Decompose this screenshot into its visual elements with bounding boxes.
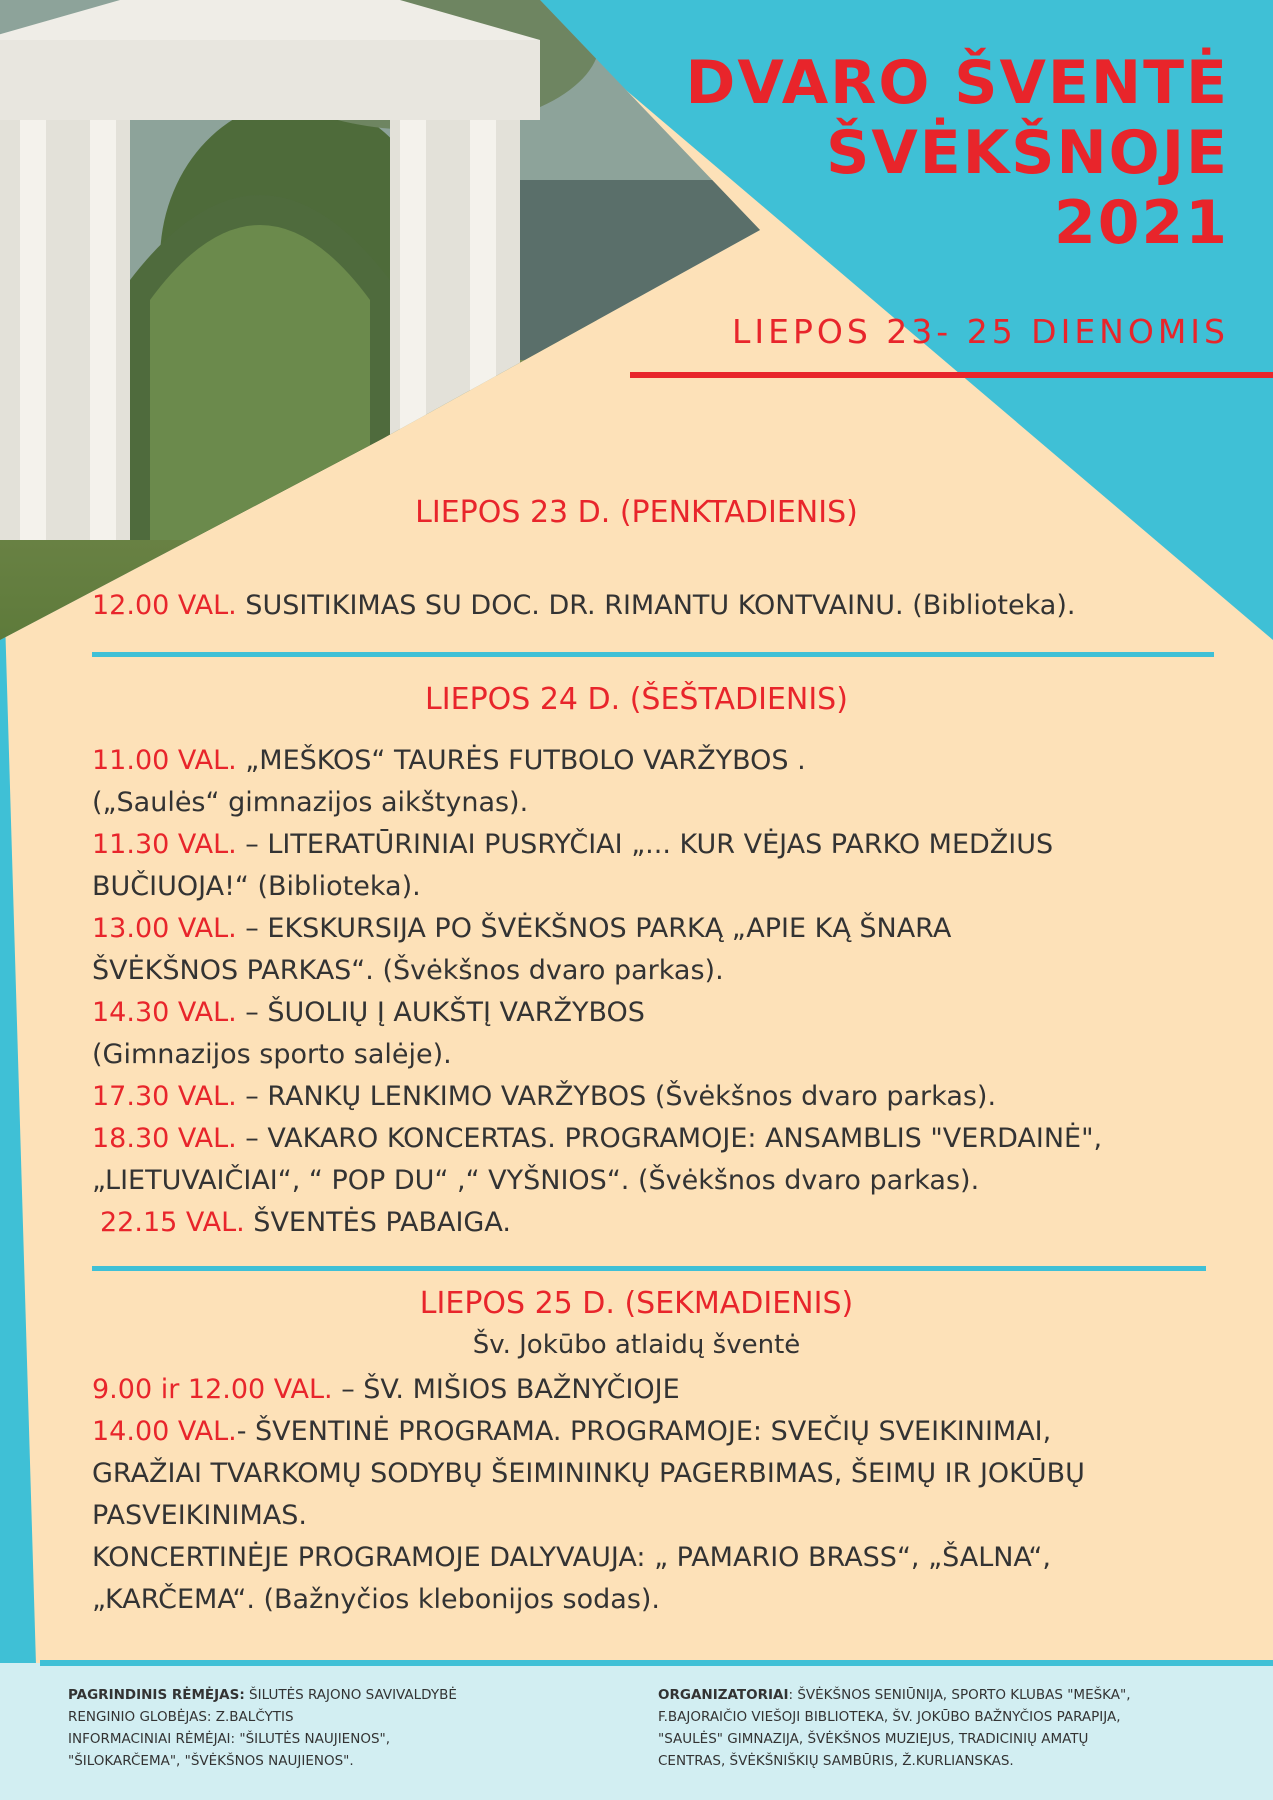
title-line-1: DVARO ŠVENTĖ	[685, 48, 1229, 118]
time-label: 22.15 VAL.	[100, 1207, 245, 1238]
footer-left-line-3: INFORMACINIAI RĖMĖJAI: "ŠILUTĖS NAUJIENOS",	[68, 1731, 391, 1747]
footer-right-line-1	[658, 1684, 1131, 1706]
day3-schedule	[92, 1369, 1242, 1621]
organizers-value: : ŠVĖKŠNOS SENIŪNIJA, SPORTO KLUBAS "MEŠKA",	[788, 1687, 1131, 1703]
footer-separator	[40, 1660, 1273, 1666]
title-line-2: ŠVĖKŠNOJE	[826, 118, 1229, 188]
event-text: – VAKARO KONCERTAS. PROGRAMOJE: ANSAMBLIS "VERDAINĖ",	[236, 1123, 1103, 1154]
schedule-continuation: PASVEIKINIMAS.	[92, 1500, 307, 1531]
footer-right-line-4: CENTRAS, ŠVĖKŠNIŠKIŲ SAMBŪRIS, Ž.KURLIANSKAS.	[658, 1753, 1014, 1769]
event-text: – ŠUOLIŲ Į AUKŠTĮ VARŽYBOS	[236, 997, 645, 1028]
time-label: 11.30 VAL.	[92, 829, 237, 860]
time-label: 17.30 VAL.	[92, 1081, 237, 1112]
event-dates: LIEPOS 23- 25 DIENOMIS	[732, 312, 1229, 351]
schedule-continuation: ŠVĖKŠNOS PARKAS“. (Švėkšnos dvaro parkas).	[92, 955, 724, 986]
event-text: ŠVENTĖS PABAIGA.	[244, 1207, 511, 1238]
schedule-item	[92, 1369, 1242, 1411]
schedule-item	[92, 1118, 1242, 1160]
event-text: SUSITIKIMAS SU DOC. DR. RIMANTU KONTVAINU. (Biblioteka).	[236, 590, 1076, 621]
title-line-3: 2021	[1054, 188, 1229, 258]
event-text: - ŠVENTINĖ PROGRAMA. PROGRAMOJE: SVEČIŲ SVEIKINIMAI,	[236, 1416, 1052, 1447]
day2-heading: LIEPOS 24 D. (ŠEŠTADIENIS)	[425, 682, 848, 717]
page-title	[686, 48, 1229, 258]
footer-right-line-2: F.BAJORAIČIO VIEŠOJI BIBLIOTEKA, ŠV. JOKŪBO BAŽNYČIOS PARAPIJA,	[658, 1709, 1121, 1725]
schedule-continuation: „LIETUVAIČIAI“, “ POP DU“ ,“ VYŠNIOS“. (Švėkšnos dvaro parkas).	[92, 1165, 980, 1196]
time-label: 9.00 ir 12.00 VAL.	[92, 1374, 333, 1405]
schedule-continuation: („Saulės“ gimnazijos aikštynas).	[92, 787, 529, 818]
time-label: 14.00 VAL.	[92, 1416, 237, 1447]
footer-sponsors	[68, 1684, 457, 1772]
separator-2	[92, 1266, 1206, 1271]
schedule-continuation: KONCERTINĖJE PROGRAMOJE DALYVAUJA: „ PAMARIO BRASS“, „ŠALNA“,	[92, 1542, 1051, 1573]
schedule-continuation: BUČIUOJA!“ (Biblioteka).	[92, 871, 421, 902]
footer-left-line-1	[68, 1684, 457, 1706]
event-text: – EKSKURSIJA PO ŠVĖKŠNOS PARKĄ „APIE KĄ ŠNARA	[236, 913, 952, 944]
organizers-label: ORGANIZATORIAI	[658, 1687, 789, 1703]
schedule-item	[92, 1076, 1242, 1118]
schedule-item	[92, 824, 1242, 866]
schedule-item	[92, 585, 1242, 627]
schedule-continuation: „KARČEMA“. (Bažnyčios klebonijos sodas).	[92, 1584, 661, 1615]
footer-left-line-2: RENGINIO GLOBĖJAS: Z.BALČYTIS	[68, 1709, 294, 1725]
event-text: „MEŠKOS“ TAURĖS FUTBOLO VARŽYBOS .	[236, 745, 806, 776]
time-label: 14.30 VAL.	[92, 997, 237, 1028]
event-text: – RANKŲ LENKIMO VARŽYBOS (Švėkšnos dvaro parkas).	[236, 1081, 997, 1112]
day2-schedule	[92, 740, 1242, 1244]
time-label: 13.00 VAL.	[92, 913, 237, 944]
time-label: 11.00 VAL.	[92, 745, 237, 776]
schedule-item	[92, 992, 1242, 1034]
day1-heading: LIEPOS 23 D. (PENKTADIENIS)	[415, 495, 858, 530]
footer-left-line-4: "ŠILOKARČEMA", "ŠVĖKŠNOS NAUJIENOS".	[68, 1753, 354, 1769]
separator-1	[92, 652, 1214, 657]
schedule-item	[92, 908, 1242, 950]
main-sponsor-value: ŠILUTĖS RAJONO SAVIVALDYBĖ	[244, 1687, 457, 1703]
schedule-item	[92, 740, 1242, 782]
footer-right-line-3: "SAULĖS" GIMNAZIJA, ŠVĖKŠNOS MUZIEJUS, TRADICINIŲ AMATŲ	[658, 1731, 1089, 1747]
schedule-item	[92, 1202, 1242, 1244]
schedule-continuation: GRAŽIAI TVARKOMŲ SODYBŲ ŠEIMININKŲ PAGERBIMAS, ŠEIMŲ IR JOKŪBŲ	[92, 1458, 1085, 1489]
time-label: 18.30 VAL.	[92, 1123, 237, 1154]
event-text: – LITERATŪRINIAI PUSRYČIAI „... KUR VĖJAS PARKO MEDŽIUS	[236, 829, 1054, 860]
event-text: – ŠV. MIŠIOS BAŽNYČIOJE	[332, 1374, 680, 1405]
day1-schedule	[92, 585, 1242, 627]
day3-subtitle: Šv. Jokūbo atlaidų šventė	[472, 1330, 801, 1360]
time-label: 12.00 VAL.	[92, 590, 237, 621]
footer-organizers	[658, 1684, 1131, 1772]
day3-heading: LIEPOS 25 D. (SEKMADIENIS)	[419, 1286, 854, 1321]
schedule-item	[92, 1411, 1242, 1453]
dates-underline	[630, 372, 1273, 378]
main-sponsor-label: PAGRINDINIS RĖMĖJAS:	[68, 1687, 245, 1703]
schedule-continuation: (Gimnazijos sporto salėje).	[92, 1039, 452, 1070]
